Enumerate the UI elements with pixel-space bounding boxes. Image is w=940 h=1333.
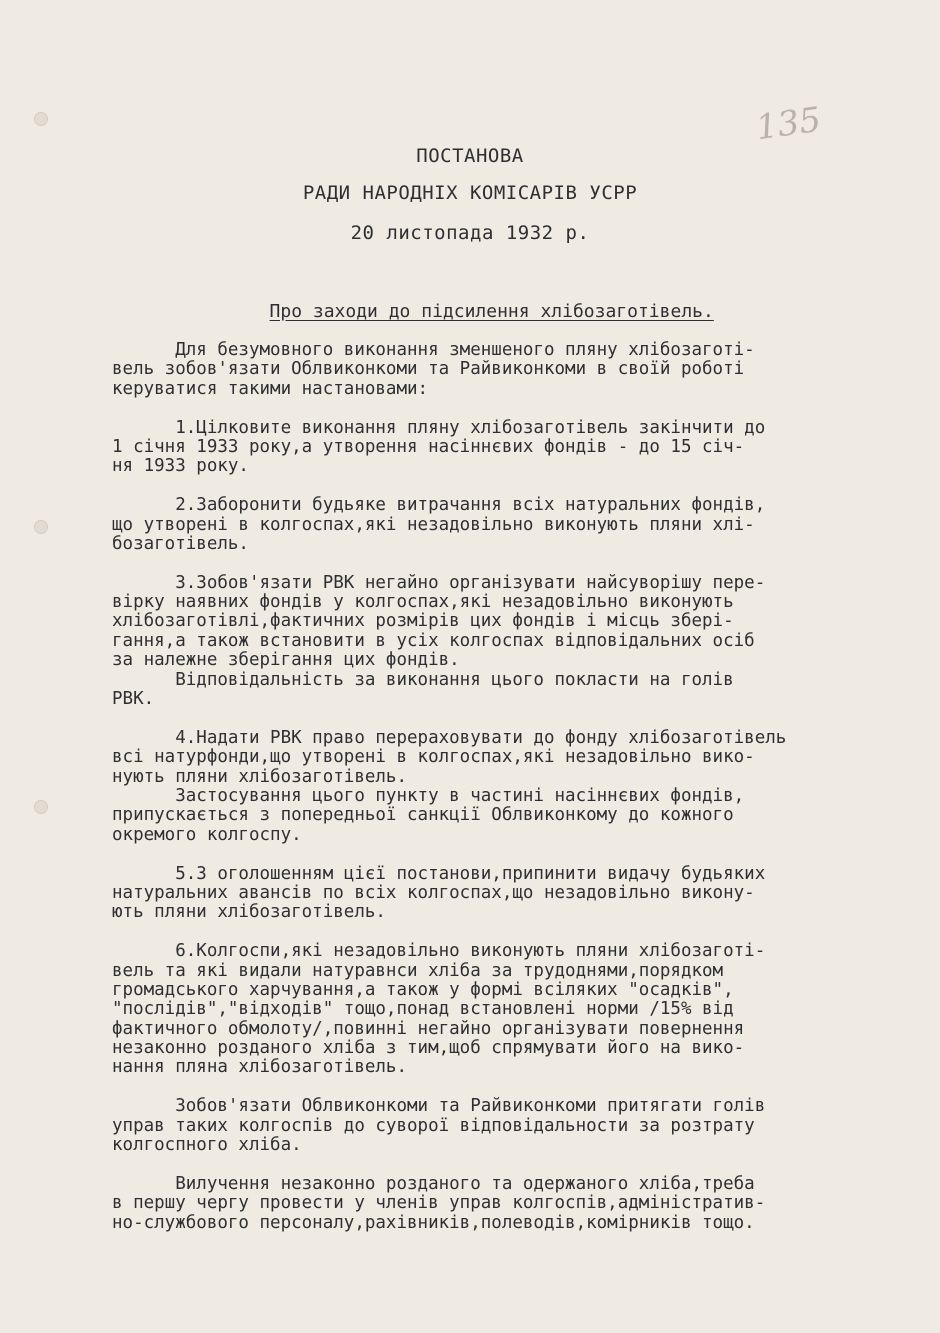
document-title: ПОСТАНОВА (416, 145, 524, 167)
text-line: 2.Заборонити будьяке витрачання всіх натуральних фондів, (112, 495, 766, 516)
text-line: РВК. (112, 689, 155, 710)
paragraph (112, 729, 922, 845)
text-line: 1.Цілковите виконання пляну хлібозаготівель закінчити до (112, 417, 766, 438)
punch-hole (34, 800, 48, 814)
text-line: Відповідальність за виконання цього покласти на голів (112, 669, 734, 690)
paragraph (112, 1097, 922, 1155)
document-body (112, 341, 922, 1252)
text-line: ють пляни хлібозаготівель. (112, 902, 386, 923)
text-line: Зобов'язати Облвиконкоми та Райвиконкоми притягати голів (112, 1096, 766, 1117)
text-line: натуральних авансів по всіх колгоспах,що незадовільно викону- (112, 882, 755, 903)
text-line: за належне зберігання цих фондів. (112, 650, 460, 671)
text-line: "послідів","відходів" тощо,понад встановлені норми /15% від (112, 999, 734, 1020)
text-line: 3.Зобов'язати РВК негайно організувати найсуворішу пере- (112, 572, 766, 593)
text-line: окремого колгоспу. (112, 824, 302, 845)
punch-hole (34, 112, 48, 126)
paragraph (112, 496, 922, 554)
document-date: 20 листопада 1932 р. (350, 222, 590, 244)
subject-line (0, 280, 940, 343)
text-line: вірку наявних фондів у колгоспах,які незадовільно виконують (112, 592, 734, 613)
text-line: всі натурфонди,що утворені в колгоспах,які незадовільно вико- (112, 747, 755, 768)
text-line: хлібозаготівлі,фактичних розмірів цих фондів і місць збері- (112, 611, 734, 632)
paragraph (112, 341, 922, 399)
paragraph (112, 942, 922, 1078)
text-line: 6.Колгоспи,які незадовільно виконують пляни хлібозаготі- (112, 941, 766, 962)
text-line: 1 січня 1933 року,а утворення насіннєвих фондів - до 15 січ- (112, 436, 745, 457)
text-line: управ таких колгоспів до суворої відповідальности за розтрату (112, 1115, 755, 1136)
paragraph (112, 419, 922, 477)
text-line: керуватися такими настановами: (112, 378, 429, 399)
text-line: громадського харчування,а також у формі всіляких "осадків", (112, 979, 734, 1000)
text-line: припускається з попередньої санкції Облвиконкому до кожного (112, 805, 734, 826)
text-line: Вилучення незаконно розданого та одержаного хліба,треба (112, 1173, 755, 1194)
paragraph (112, 574, 922, 710)
punch-hole (34, 520, 48, 534)
text-line: но-службового персоналу,рахівників,полеводів,комірників тощо. (112, 1212, 755, 1233)
text-line: колгоспного хліба. (112, 1135, 302, 1156)
text-line: Застосування цього пункту в частині насіннєвих фондів, (112, 785, 745, 806)
paragraph (112, 865, 922, 923)
text-line: вель та які видали натуравнси хліба за трудоднями,порядком (112, 960, 724, 981)
issuing-body: РАДИ НАРОДНІХ КОМІСАРІВ УСРР (302, 182, 638, 204)
text-line: нують пляни хлібозаготівель. (112, 766, 408, 787)
folio-number: 135 (753, 99, 824, 149)
text-line: нання пляна хлібозаготівель. (112, 1057, 408, 1078)
text-line: Для безумовного виконання зменшеного пляну хлібозаготі- (112, 340, 755, 360)
text-line: 4.Надати РВК право перераховувати до фонду хлібозаготівель (112, 727, 787, 748)
text-line: що утворені в колгоспах,які незадовільно виконують пляни хлі- (112, 514, 755, 535)
text-line: незаконно розданого хліба з тим,щоб спрямувати його на вико- (112, 1038, 745, 1059)
text-line: гання,а також встановити в усіх колгоспах відповідальних осіб (112, 630, 755, 651)
text-line: вель зобов'язати Облвиконкоми та Райвиконкоми в своїй роботі (112, 359, 745, 380)
subject-text: Про заходи до підсилення хлібозаготівель. (269, 301, 714, 322)
paragraph (112, 1175, 922, 1233)
text-line: фактичного обмолоту/,повинні негайно організувати повернення (112, 1018, 745, 1039)
text-line: 5.З оголошенням цієї постанови,припинити видачу будьяких (112, 863, 766, 884)
text-line: ня 1933 року. (112, 456, 249, 477)
text-line: в першу чергу провести у членів управ колгоспів,адміністратив- (112, 1193, 766, 1214)
text-line: бозаготівель. (112, 533, 249, 554)
